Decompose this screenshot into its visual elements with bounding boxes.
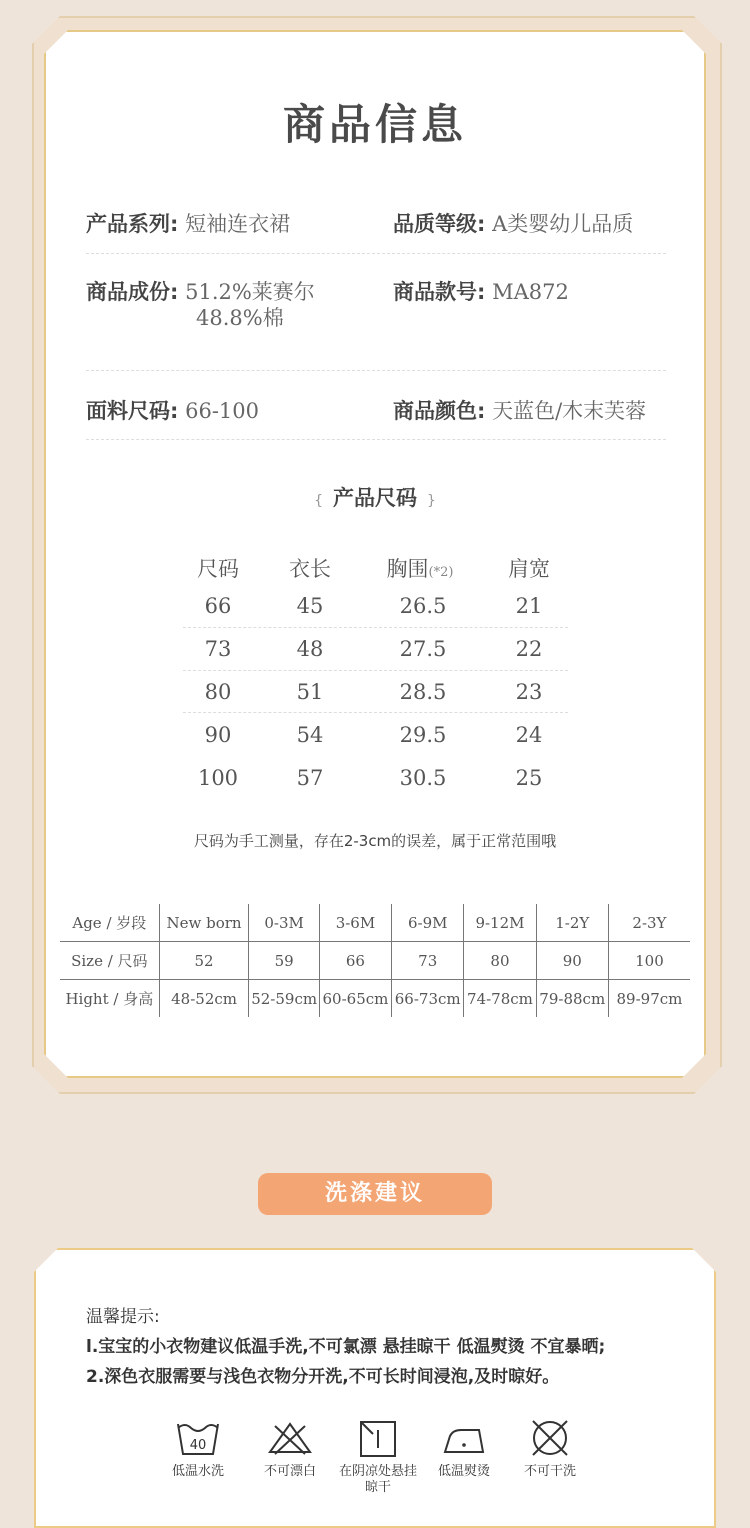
size-header: 肩宽: [508, 557, 550, 581]
info-key: 面料尺码:: [86, 399, 179, 423]
washing-advice-button[interactable]: 洗涤建议: [258, 1173, 492, 1215]
row-header: Size / 尺码: [60, 942, 159, 980]
table-cell: 9-12M: [464, 904, 536, 942]
table-cell: 3-6M: [319, 904, 391, 942]
info-value: 51.2%莱赛尔: [185, 280, 315, 304]
svg-text:40: 40: [189, 1438, 207, 1453]
size-cell: 22: [515, 637, 543, 661]
info-series: [86, 208, 290, 238]
info-style-no: [393, 276, 569, 306]
size-cell: 54: [296, 723, 324, 747]
table-cell: 74-78cm: [464, 980, 536, 1018]
chest-note: (*2): [428, 565, 454, 580]
row-header: Hight / 身高: [65, 990, 154, 1008]
table-cell: 90: [536, 942, 608, 980]
table-cell: 66: [319, 942, 391, 980]
divider: [86, 439, 666, 440]
table-cell: 66-73cm: [392, 980, 464, 1018]
info-value: 短袖连衣裙: [185, 212, 291, 236]
table-cell: 1-2Y: [536, 904, 608, 942]
table-cell: 79-88cm: [536, 980, 608, 1018]
size-cell: 28.5: [399, 680, 447, 704]
size-cell: 45: [296, 594, 324, 618]
no-dryclean-icon: [505, 1418, 595, 1480]
size-cell: 27.5: [399, 637, 447, 661]
size-cell: 30.5: [399, 766, 447, 790]
info-value-2: 48.8%棉: [196, 306, 284, 330]
size-section-title: { 产品尺码 }: [314, 486, 436, 510]
shade-dry-icon: [333, 1418, 423, 1496]
page-title: 商品信息: [282, 100, 467, 149]
wash-40-icon: [153, 1418, 243, 1480]
table-cell: 52: [159, 942, 249, 980]
table-cell: 59: [249, 942, 319, 980]
divider: [183, 670, 568, 671]
info-value: MA872: [492, 280, 569, 304]
info-key: 品质等级:: [393, 212, 486, 236]
size-cell: 29.5: [399, 723, 447, 747]
size-cell: 23: [515, 680, 543, 704]
size-cell: 80: [204, 680, 232, 704]
table-cell: 48-52cm: [159, 980, 249, 1018]
size-cell: 90: [204, 723, 232, 747]
size-cell: 66: [204, 594, 232, 618]
icon-label: 不可干洗: [523, 1464, 576, 1479]
size-header: 衣长: [289, 557, 331, 581]
low-iron-icon: [419, 1418, 509, 1480]
info-key: 商品成份:: [86, 280, 179, 304]
divider: [86, 370, 666, 371]
size-cell: 25: [515, 766, 543, 790]
size-cell: 26.5: [399, 594, 447, 618]
size-cell: 51: [296, 680, 324, 704]
size-header: 胸围: [386, 557, 429, 581]
table-cell: New born: [159, 904, 249, 942]
info-key: 商品款号:: [393, 280, 486, 304]
info-value: 天蓝色/木末芙蓉: [492, 399, 647, 423]
table-cell: 60-65cm: [319, 980, 391, 1018]
tip-2: 2.深色衣服需要与浅色衣物分开洗,不可长时间浸泡,及时晾好。: [86, 1367, 560, 1387]
icon-label: 在阴凉处悬挂晾干: [338, 1464, 417, 1495]
size-note: 尺码为手工测量，存在2-3cm的误差，属于正常范围哦: [193, 832, 557, 850]
size-header-chest: [355, 553, 485, 583]
table-cell: 0-3M: [249, 904, 319, 942]
row-header: Age / 岁段: [60, 904, 159, 942]
tip-title: 温馨提示:: [86, 1307, 160, 1327]
table-row: [60, 980, 690, 1018]
age-size-table: [60, 904, 690, 1017]
size-cell: 48: [296, 637, 324, 661]
size-cell: 21: [515, 594, 543, 618]
size-header: 尺码: [197, 557, 239, 581]
size-cell: 73: [204, 637, 232, 661]
table-cell: 80: [464, 942, 536, 980]
tip-1: l.宝宝的小衣物建议低温手洗,不可氯漂 悬挂晾干 低温熨烫 不宜暴晒;: [86, 1337, 606, 1357]
table-cell: 73: [392, 942, 464, 980]
no-bleach-icon: [245, 1418, 335, 1480]
icon-label: 低温水洗: [171, 1464, 224, 1479]
size-cell: 24: [515, 723, 543, 747]
table-cell: 89-97cm: [608, 980, 690, 1018]
divider: [86, 253, 666, 254]
table-cell: 100: [608, 942, 690, 980]
info-fabric-size: [86, 395, 259, 425]
table-cell: 6-9M: [392, 904, 464, 942]
table-row: [60, 904, 690, 942]
info-value: 66-100: [185, 399, 259, 423]
icon-label: 不可漂白: [263, 1464, 316, 1479]
info-value: A类婴幼儿品质: [492, 212, 634, 236]
info-key: 商品颜色:: [393, 399, 486, 423]
divider: [183, 712, 568, 713]
info-key: 产品系列:: [86, 212, 179, 236]
table-cell: 2-3Y: [608, 904, 690, 942]
info-grade: [393, 208, 633, 238]
table-row: [60, 942, 690, 980]
info-color: [393, 395, 646, 425]
divider: [183, 627, 568, 628]
size-cell: 57: [296, 766, 324, 790]
size-cell: 100: [197, 766, 239, 790]
info-composition-line2: [196, 302, 284, 332]
table-cell: 52-59cm: [249, 980, 319, 1018]
icon-label: 低温熨烫: [437, 1464, 490, 1479]
size-title-text: 产品尺码: [333, 486, 417, 510]
